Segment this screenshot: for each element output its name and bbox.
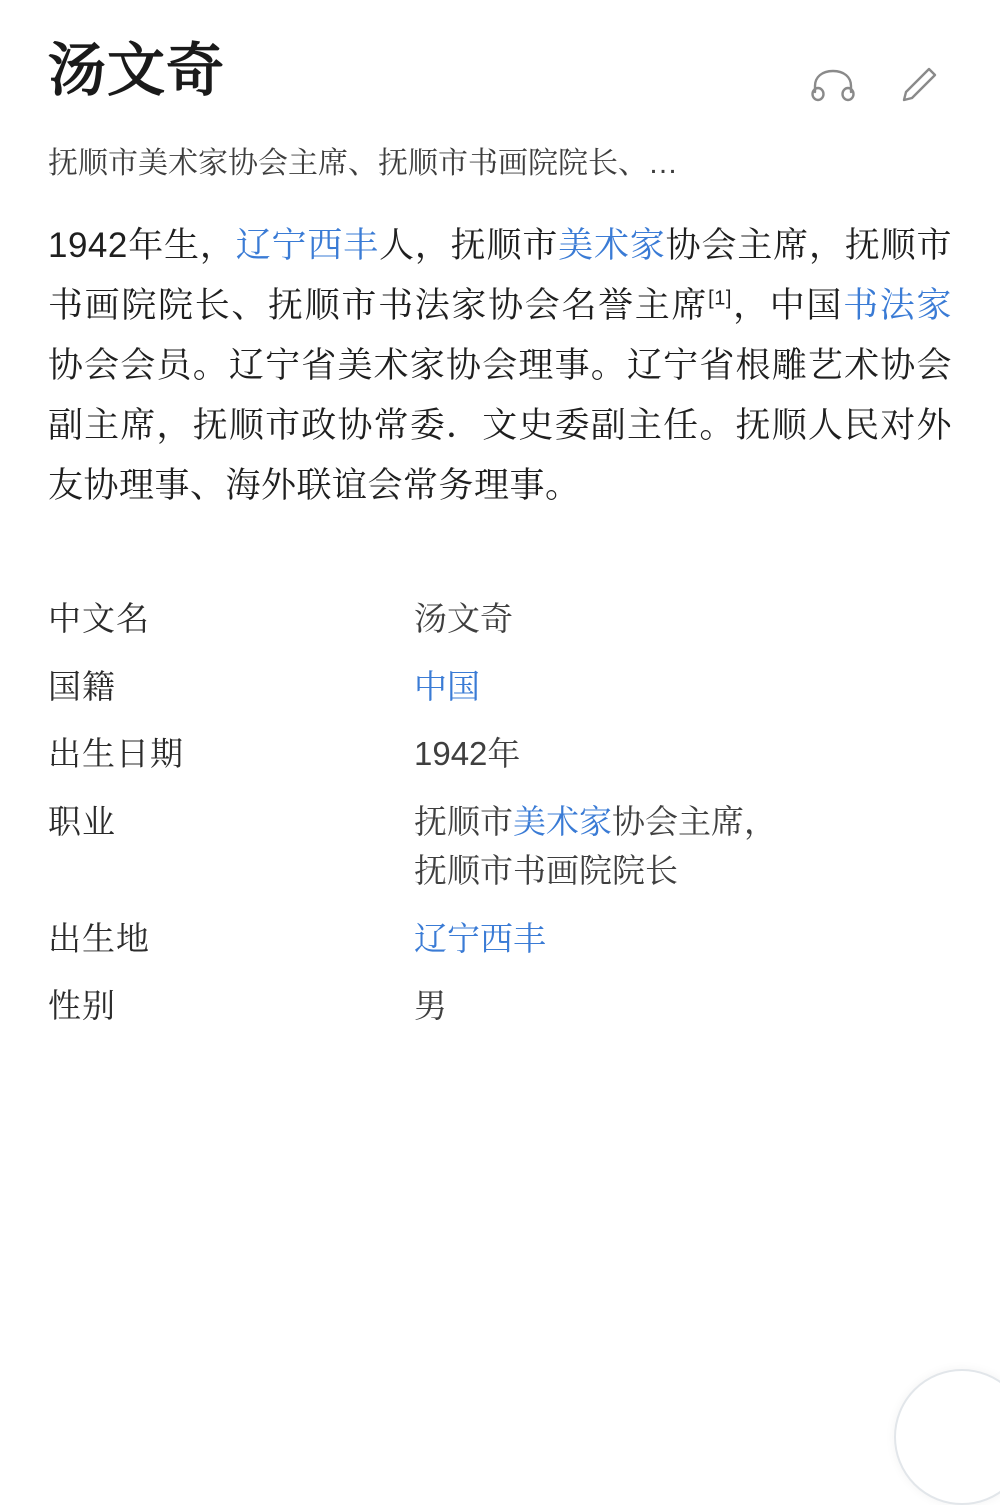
infobox-label-birthplace: 出生地 <box>48 919 150 957</box>
infobox-label-gender: 性别 <box>48 987 116 1025</box>
infobox-label-occupation: 职业 <box>48 802 116 840</box>
lead-text-3: 协会主席，抚顺市书画院院长、抚顺市书法家协会名誉主席 <box>48 225 952 325</box>
article-subtitle: 抚顺市美术家协会主席、抚顺市书画院院长、… <box>48 147 678 180</box>
lead-text-1: 1942年生， <box>48 225 236 265</box>
infobox-label-birth-date: 出生日期 <box>48 735 184 773</box>
article-header <box>48 0 952 108</box>
lead-text-2: 人，抚顺市 <box>379 225 559 265</box>
link-china[interactable]: 中国 <box>414 667 480 705</box>
infobox-value-gender: 男 <box>414 987 447 1025</box>
link-artist-occupation[interactable]: 美术家 <box>513 802 612 840</box>
lead-text-5: 协会会员。辽宁省美术家协会理事。辽宁省根雕艺术协会副主席，抚顺市政协常委．文史委副主任。抚顺人民对外友协理事、海外联谊会常务理事。 <box>48 345 952 506</box>
infobox-value-chinese-name: 汤文奇 <box>414 600 513 638</box>
link-calligrapher[interactable]: 书法家 <box>843 285 952 325</box>
floating-action-button[interactable] <box>894 1369 1000 1505</box>
infobox-value-nationality <box>414 662 952 712</box>
link-liaoning-xifeng[interactable]: 辽宁西丰 <box>235 225 380 265</box>
occupation-text-3: 抚顺市书画院院长 <box>414 852 678 890</box>
infobox-value-birth-date: 1942年 <box>414 735 521 773</box>
headphones-icon[interactable] <box>810 62 856 108</box>
lead-text-4: ，中国 <box>731 285 844 325</box>
pencil-icon[interactable] <box>896 62 942 108</box>
link-artist[interactable]: 美术家 <box>558 225 666 265</box>
infobox-value-birthplace <box>414 914 952 964</box>
infobox <box>48 594 952 1031</box>
infobox-label-chinese-name: 中文名 <box>48 600 150 638</box>
infobox-label-nationality: 国籍 <box>48 667 116 705</box>
infobox-value-occupation <box>414 797 952 896</box>
header-actions <box>810 38 952 108</box>
occupation-text-1: 抚顺市 <box>414 802 513 840</box>
page-title: 汤文奇 <box>48 38 226 103</box>
lead-paragraph <box>48 216 952 517</box>
reference-marker[interactable]: [1] <box>708 287 732 310</box>
link-birthplace[interactable]: 辽宁西丰 <box>414 919 546 957</box>
occupation-text-2: 协会主席， <box>612 802 777 840</box>
